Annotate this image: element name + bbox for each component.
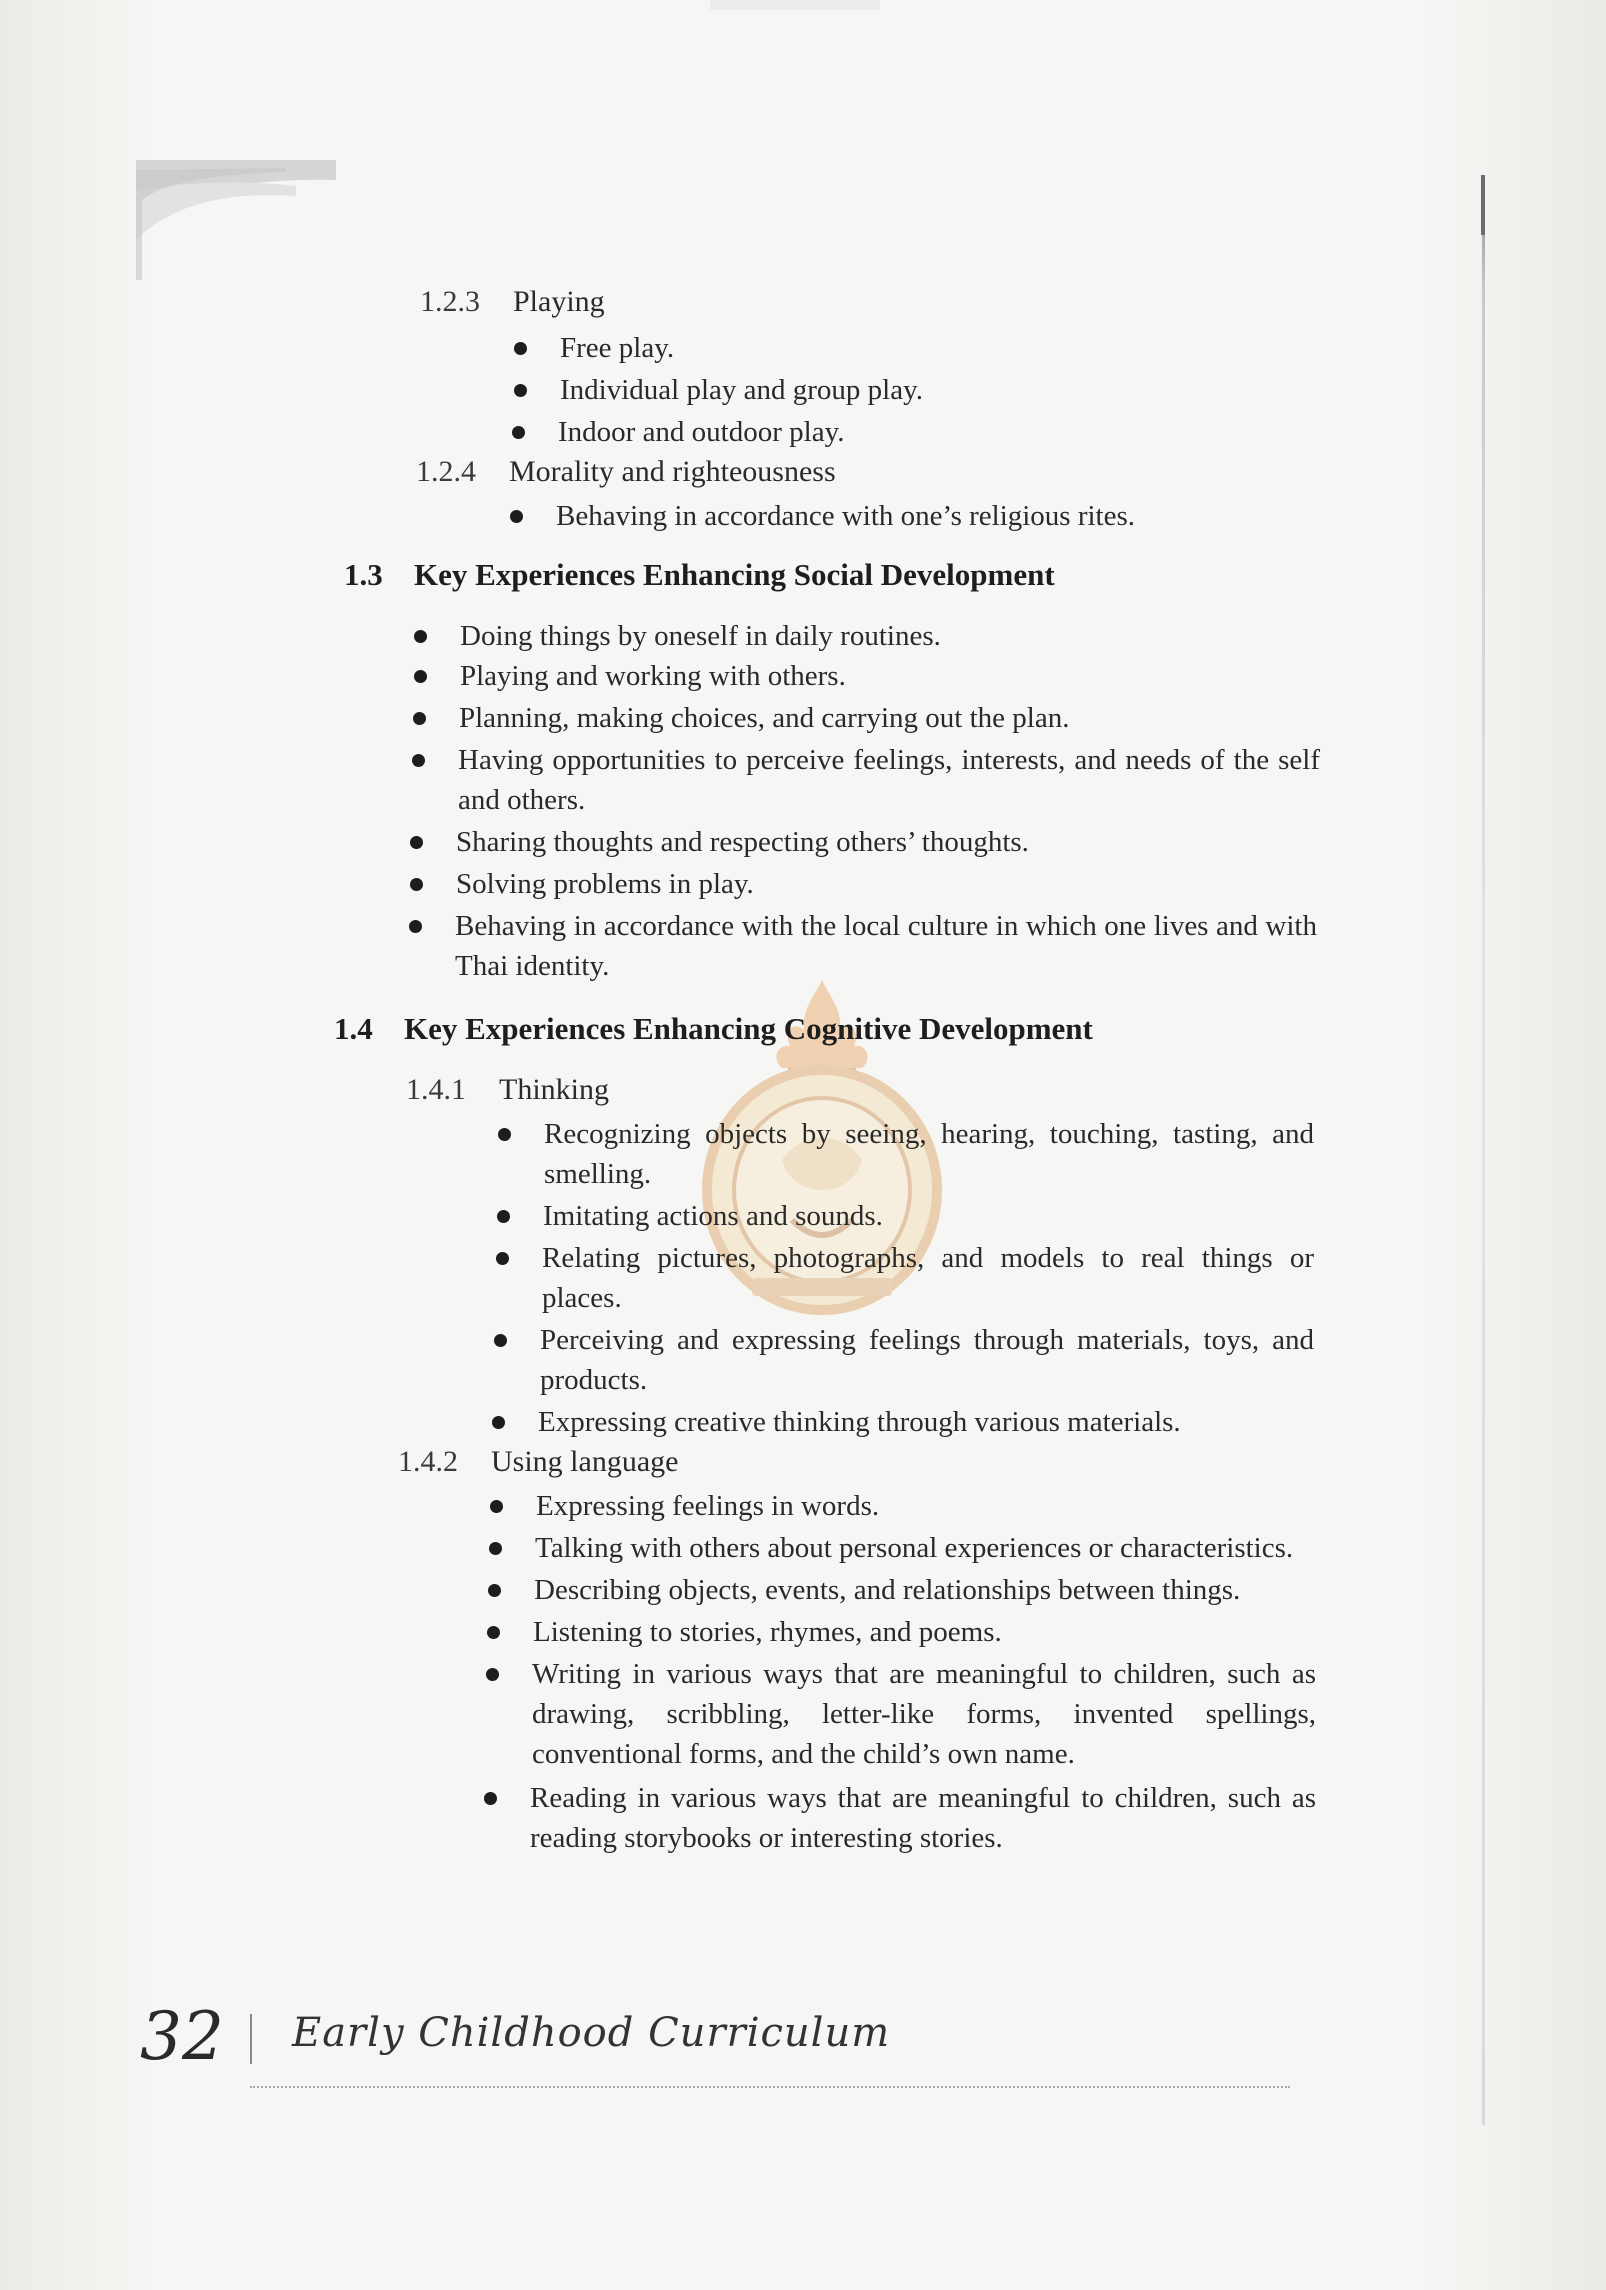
subsection-heading-1-4-2 (398, 1444, 678, 1480)
bullet-icon (410, 836, 423, 849)
bullet-icon (494, 1334, 507, 1347)
subsection-number: 1.2.4 (416, 455, 476, 488)
subsection-number: 1.2.3 (420, 285, 480, 318)
list-item: Free play. (560, 328, 1320, 368)
page-number: 32 (140, 1998, 224, 2075)
bullet-icon (510, 510, 523, 523)
section-number: 1.4 (334, 1011, 373, 1046)
subsection-heading-1-2-3 (420, 284, 605, 320)
bullet-icon (414, 670, 427, 683)
bullet-icon (414, 630, 427, 643)
section-heading-1-4 (334, 1010, 1093, 1048)
list-item: Sharing thoughts and respecting others’ thoughts. (456, 822, 1316, 862)
list-item: Behaving in accordance with one’s religious rites. (556, 496, 1316, 536)
footer-divider (250, 2014, 252, 2064)
list-item: Solving problems in play. (456, 864, 1316, 904)
section-title: Key Experiences Enhancing Social Development (414, 557, 1055, 592)
bullet-icon (488, 1584, 501, 1597)
footer-dotted-rule (250, 2086, 1290, 2088)
list-item: Behaving in accordance with the local culture in which one lives and with Thai identity. (455, 906, 1317, 986)
bullet-icon (486, 1668, 499, 1681)
subsection-title: Playing (513, 285, 605, 318)
list-item: Imitating actions and sounds. (543, 1196, 1313, 1236)
running-footer-title: Early Childhood Curriculum (292, 2010, 891, 2056)
list-item: Talking with others about personal experiences or characteristics. (535, 1528, 1315, 1568)
list-item: Recognizing objects by seeing, hearing, touching, tasting, and smelling. (544, 1114, 1314, 1194)
list-item: Relating pictures, photographs, and models to real things or places. (542, 1238, 1314, 1318)
list-item: Having opportunities to perceive feelings, interests, and needs of the self and others. (458, 740, 1320, 820)
list-item: Expressing feelings in words. (536, 1486, 1312, 1526)
list-item: Perceiving and expressing feelings through materials, toys, and products. (540, 1320, 1314, 1400)
bullet-icon (409, 920, 422, 933)
list-item: Playing and working with others. (460, 656, 1320, 696)
list-item: Planning, making choices, and carrying out the plan. (459, 698, 1319, 738)
bullet-icon (410, 878, 423, 891)
subsection-title: Thinking (499, 1073, 609, 1106)
list-item: Doing things by oneself in daily routines. (460, 616, 1320, 656)
bullet-icon (498, 1128, 511, 1141)
bullet-icon (497, 1210, 510, 1223)
section-title: Key Experiences Enhancing Cognitive Development (404, 1011, 1093, 1046)
bullet-icon (413, 712, 426, 725)
subsection-title: Using language (491, 1445, 679, 1478)
list-item: Expressing creative thinking through various materials. (538, 1402, 1314, 1442)
subsection-title: Morality and righteousness (509, 455, 836, 488)
list-item: Individual play and group play. (560, 370, 1320, 410)
bullet-icon (489, 1542, 502, 1555)
bullet-icon (496, 1252, 509, 1265)
bullet-icon (492, 1416, 505, 1429)
bullet-icon (487, 1626, 500, 1639)
bullet-icon (514, 384, 527, 397)
list-item: Reading in various ways that are meaningful to children, such as reading storybooks or interesting stories. (530, 1778, 1316, 1858)
subsection-number: 1.4.1 (406, 1073, 466, 1106)
subsection-heading-1-4-1 (406, 1072, 609, 1108)
bullet-icon (412, 754, 425, 767)
list-item: Writing in various ways that are meaningful to children, such as drawing, scribbling, letter-like forms, invented spellings, conventional forms, and the child’s own name. (532, 1654, 1316, 1774)
bullet-icon (512, 426, 525, 439)
list-item: Indoor and outdoor play. (558, 412, 1318, 452)
section-number: 1.3 (344, 557, 383, 592)
list-item: Listening to stories, rhymes, and poems. (533, 1612, 1313, 1652)
subsection-number: 1.4.2 (398, 1445, 458, 1478)
bullet-icon (514, 342, 527, 355)
bullet-icon (484, 1792, 497, 1805)
bullet-icon (490, 1500, 503, 1513)
section-heading-1-3 (344, 556, 1055, 594)
subsection-heading-1-2-4 (416, 454, 836, 490)
list-item: Describing objects, events, and relationships between things. (534, 1570, 1314, 1610)
